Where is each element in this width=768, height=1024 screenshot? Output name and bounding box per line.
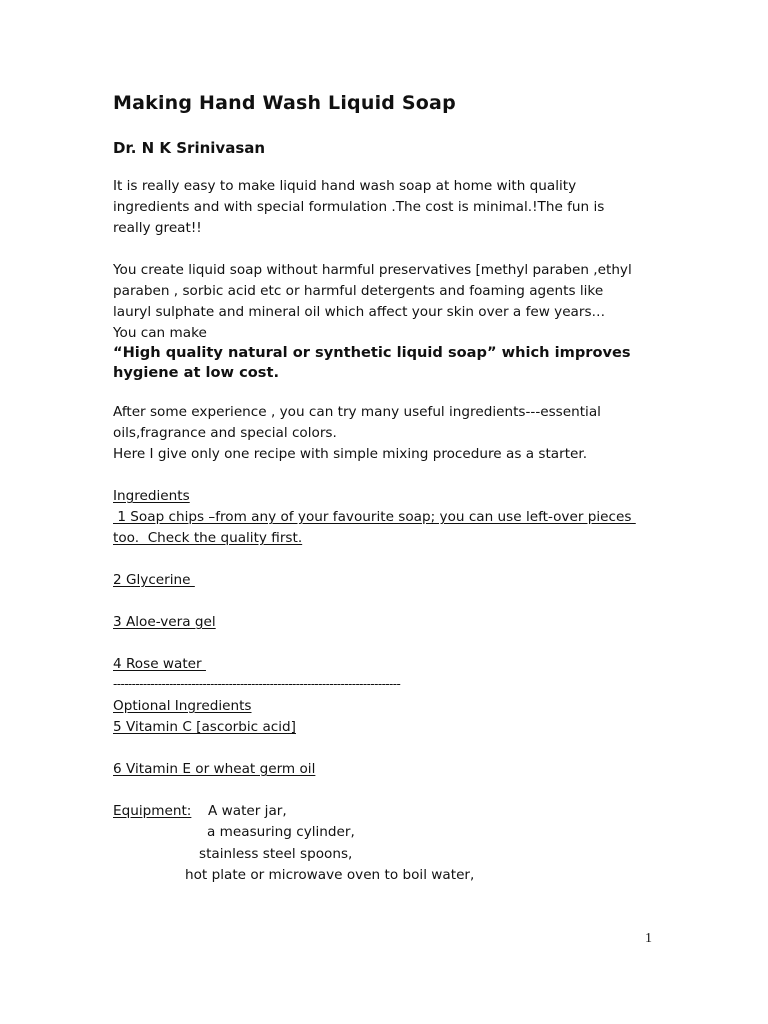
equipment-item-4: hot plate or microwave oven to boil water,: [185, 867, 475, 883]
ingredients-heading: Ingredients: [113, 488, 190, 504]
equipment-item-3: stainless steel spoons,: [199, 846, 353, 862]
ingredient-5: 5 Vitamin C [ascorbic acid]: [113, 719, 296, 735]
para2-line-2: paraben , sorbic acid etc or harmful detergents and foaming agents like: [113, 283, 604, 299]
emphasis-line-2: hygiene at low cost.: [113, 364, 279, 381]
para3-line-2: oils,fragrance and special colors.: [113, 425, 337, 441]
ingredient-6: 6 Vitamin E or wheat germ oil: [113, 761, 316, 777]
intro-line-2: ingredients and with special formulation .The cost is minimal.!The fun is: [113, 199, 605, 215]
author-name: Dr. N K Srinivasan: [113, 139, 266, 157]
para2-line-4: You can make: [113, 325, 207, 341]
intro-line-3: really great!!: [113, 220, 202, 236]
equipment-item-1: A water jar,: [208, 803, 287, 819]
para3-line-1: After some experience , you can try many useful ingredients---essential: [113, 404, 601, 420]
ingredient-4: 4 Rose water: [113, 656, 206, 672]
para2-line-1: You create liquid soap without harmful preservatives [methyl paraben ,ethyl: [113, 262, 632, 278]
ingredient-2: 2 Glycerine: [113, 572, 195, 588]
page-number: 1: [645, 931, 652, 946]
ingredient-3: 3 Aloe-vera gel: [113, 614, 216, 630]
para3-line-3: Here I give only one recipe with simple mixing procedure as a starter.: [113, 446, 588, 462]
ingredient-1-line-2: too. Check the quality first.: [113, 530, 303, 546]
document-title: Making Hand Wash Liquid Soap: [113, 92, 456, 114]
emphasis-line-1: “High quality natural or synthetic liquid soap” which improves: [113, 344, 631, 361]
dash-separator: -----------------------------------------------------------------------------: [113, 677, 401, 691]
equipment-label: Equipment:: [113, 803, 192, 819]
ingredient-1-line-1: 1 Soap chips –from any of your favourite soap; you can use left-over pieces: [113, 509, 636, 525]
intro-line-1: It is really easy to make liquid hand wash soap at home with quality: [113, 178, 577, 194]
optional-heading: Optional Ingredients: [113, 698, 252, 714]
para2-line-3: lauryl sulphate and mineral oil which affect your skin over a few years…: [113, 304, 606, 320]
equipment-item-2: a measuring cylinder,: [207, 824, 355, 840]
